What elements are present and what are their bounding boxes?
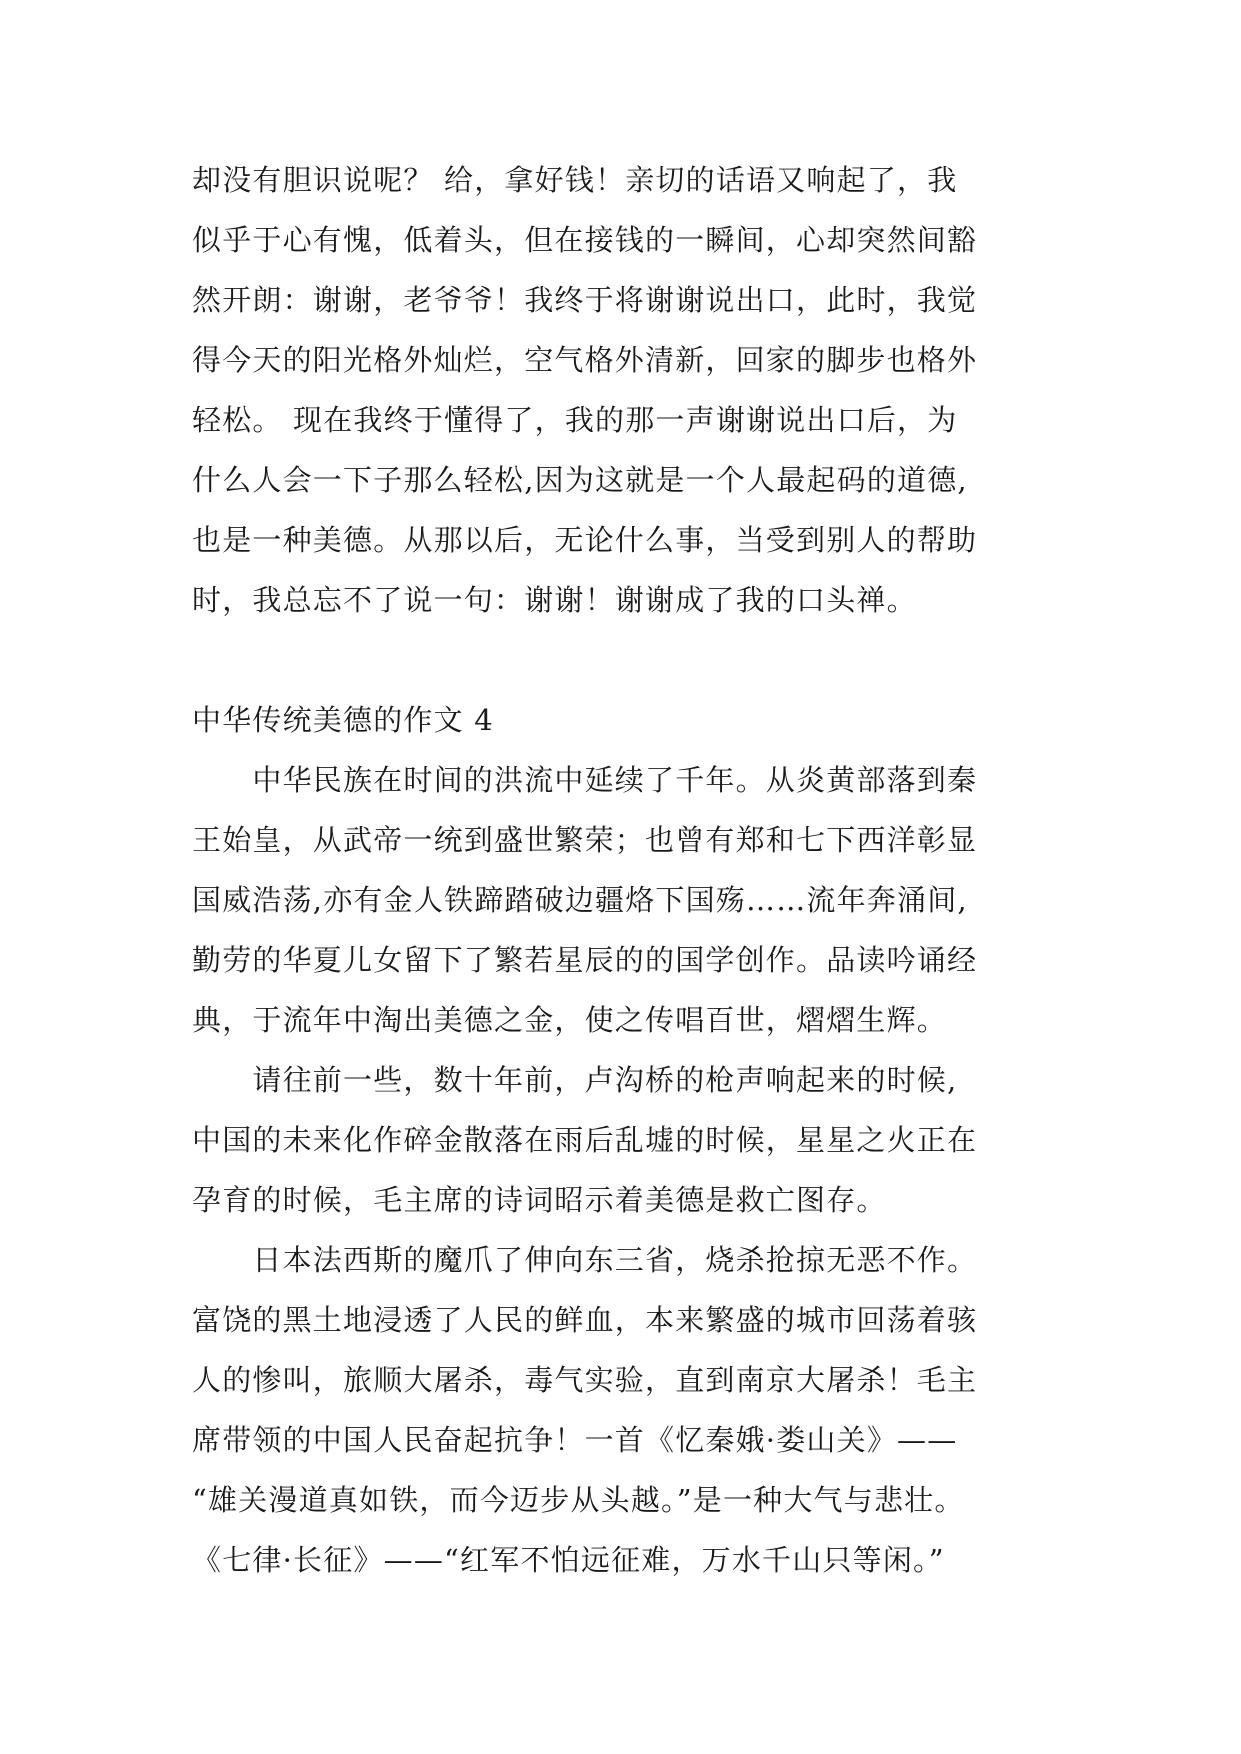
text-line: 中国的未来化作碎金散落在雨后乱墟的时候，星星之火正在	[192, 1123, 978, 1157]
paragraph	[192, 1060, 1092, 1221]
text-line: 勤劳的华夏儿女留下了繁若星辰的的国学创作。品读吟诵经	[192, 943, 978, 977]
text-line: 孕育的时候，毛主席的诗词昭示着美德是救亡图存。	[192, 1183, 887, 1217]
paragraph	[192, 760, 1092, 1041]
text-line: “雄关漫道真如铁，而今迈步从头越。”是一种大气与悲壮。	[192, 1483, 965, 1517]
text-line: 席带领的中国人民奋起抗争！一首《忆秦娥·娄山关》——	[192, 1423, 958, 1457]
text-line: 日本法西斯的魔爪了伸向东三省，烧杀抢掠无恶不作。	[192, 1243, 978, 1277]
paragraph	[192, 160, 1092, 621]
text-line: 轻松。 现在我终于懂得了，我的那一声谢谢说出口后，为	[192, 403, 958, 437]
text-line: 人的惨叫，旅顺大屠杀，毒气实验，直到南京大屠杀！毛主	[192, 1363, 978, 1397]
text-line: 《七律·长征》——“红军不怕远征难，万水千山只等闲。”	[192, 1543, 945, 1577]
text-line: 典，于流年中淘出美德之金，使之传唱百世，熠熠生辉。	[192, 1003, 948, 1037]
document-body	[192, 160, 1092, 1600]
text-line: 请往前一些，数十年前，卢沟桥的枪声响起来的时候,	[192, 1063, 958, 1097]
text-line: 中华民族在时间的洪流中延续了千年。从炎黄部落到秦	[192, 763, 978, 797]
text-line: 时，我总忘不了说一句：谢谢！谢谢成了我的口头禅。	[192, 583, 917, 617]
text-line: 似乎于心有愧，低着头，但在接钱的一瞬间，心却突然间豁	[192, 223, 978, 257]
section-gap	[192, 640, 1092, 700]
text-line: 什么人会一下子那么轻松,因为这就是一个人最起码的道德,	[192, 463, 968, 497]
text-line: 富饶的黑土地浸透了人民的鲜血，本来繁盛的城市回荡着骇	[192, 1303, 978, 1337]
text-line: 国威浩荡,亦有金人铁蹄踏破边疆烙下国殇……流年奔涌间,	[192, 883, 968, 917]
section-title: 中华传统美德的作文 4	[192, 703, 494, 737]
text-line: 王始皇，从武帝一统到盛世繁荣；也曾有郑和七下西洋彰显	[192, 823, 978, 857]
paragraph	[192, 1240, 1092, 1581]
text-line: 也是一种美德。从那以后，无论什么事，当受到别人的帮助	[192, 523, 978, 557]
text-line: 然开朗：谢谢，老爷爷！我终于将谢谢说出口，此时，我觉	[192, 283, 978, 317]
text-line: 却没有胆识说呢？ 给，拿好钱！亲切的话语又响起了，我	[192, 163, 958, 197]
text-line: 得今天的阳光格外灿烂，空气格外清新，回家的脚步也格外	[192, 343, 978, 377]
